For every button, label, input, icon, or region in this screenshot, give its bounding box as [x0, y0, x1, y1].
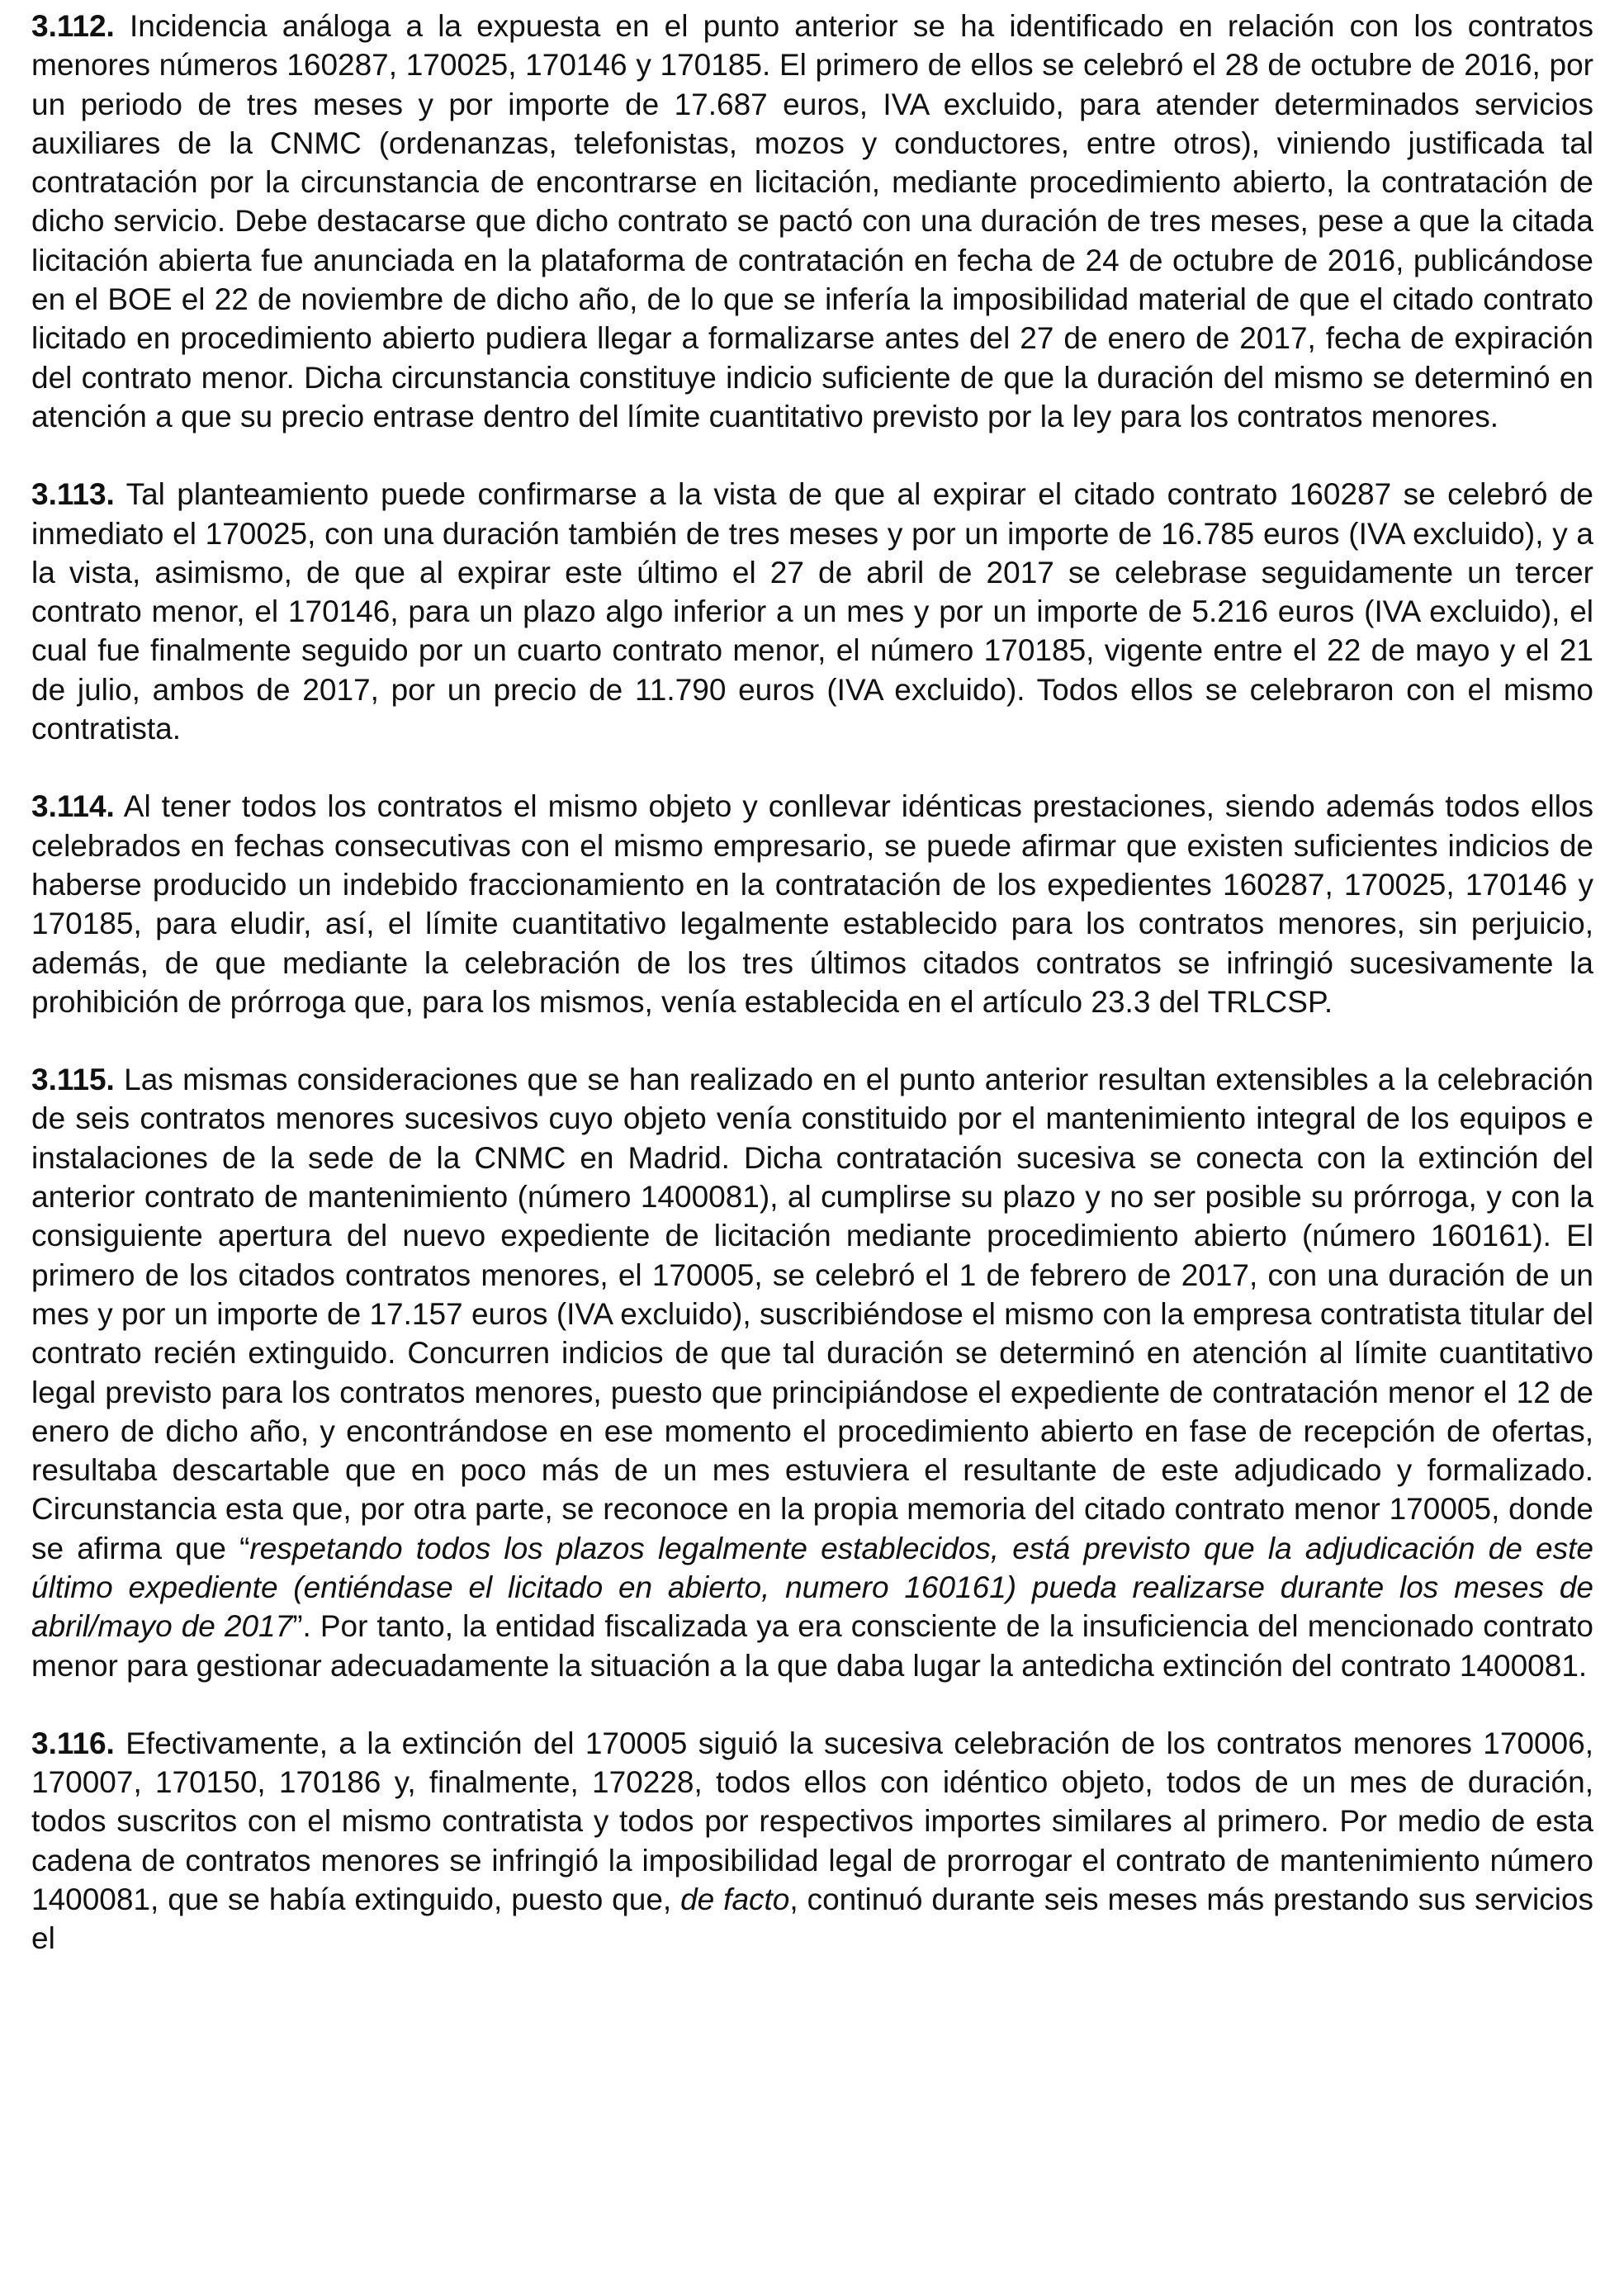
paragraph-text: Al tener todos los contratos el mismo objeto y conllevar idénticas prestaciones, siendo además todos ellos celebrados en fechas consecutivas con el mismo empresario, se puede afirmar que existen suficientes indicios de haberse producido un indebido fraccionamiento en la contratación de los expedientes 160287, 170025, 170146 y 170185, para eludir, así, el límite cuantitativo legalmente establecido para los contratos menores, sin perjuicio, además, de que mediante la celebración de los tres últimos citados contratos se infringió sucesivamente la prohibición de prórroga que, para los mismos, venía establecida en el artículo 23.3 del TRLCSP.	[31, 789, 1593, 1019]
paragraph-text: , continuó durante seis meses más prestando sus servicios el	[31, 1882, 1593, 1956]
paragraph-text: Efectivamente, a la extinción del 170005 siguió la sucesiva celebración de los contratos menores 170006, 170007, 170150, 170186 y, finalmente, 170228, todos ellos con idéntico objeto, todos de un mes de duración, todos suscritos con el mismo contratista y todos por respectivos importes similares al primero. Por medio de esta cadena de contratos menores se infringió la imposibilidad legal de prorrogar el contrato de mantenimiento número 1400081, que se había extinguido, puesto que,	[31, 1726, 1593, 1917]
paragraph-3-116	[31, 1724, 1593, 1958]
paragraph-3-114	[31, 787, 1593, 1021]
italic-quote: respetando todos los plazos legalmente establecidos, está previsto que la adjudicación de este último expediente (entiéndase el licitado en abierto, numero 160161) pueda realizarse durante los meses de abril/mayo de 2017	[31, 1531, 1593, 1644]
paragraph-3-113	[31, 475, 1593, 748]
paragraph-text: Las mismas consideraciones que se han realizado en el punto anterior resultan extensibles a la celebración de seis contratos menores sucesivos cuyo objeto venía constituido por el mantenimiento integral de los equipos e instalaciones de la sede de la CNMC en Madrid. Dicha contratación sucesiva se conecta con la extinción del anterior contrato de mantenimiento (número 1400081), al cumplirse su plazo y no ser posible su prórroga, y con la consiguiente apertura del nuevo expediente de licitación mediante procedimiento abierto (número 160161). El primero de los citados contratos menores, el 170005, se celebró el 1 de febrero de 2017, con una duración de un mes y por un importe de 17.157 euros (IVA excluido), suscribiéndose el mismo con la empresa contratista titular del contrato recién extinguido. Concurren indicios de que tal duración se determinó en atención al límite cuantitativo legal previsto para los contratos menores, puesto que principiándose el expediente de contratación menor el 12 de enero de dicho año, y encontrándose en ese momento el procedimiento abierto en fase de recepción de ofertas, resultaba descartable que en poco más de un mes estuviera el resultante de este adjudicado y formalizado. Circunstancia esta que, por otra parte, se reconoce en la propia memoria del citado contrato menor 170005, donde se afirma que “	[31, 1063, 1593, 1565]
paragraph-number: 3.116.	[31, 1726, 115, 1760]
paragraph-3-112	[31, 7, 1593, 436]
paragraph-text: ”. Por tanto, la entidad fiscalizada ya era consciente de la insuficiencia del mencionado contrato menor para gestionar adecuadamente la situación a la que daba lugar la antedicha extinción del contrato 1400081.	[31, 1609, 1593, 1683]
paragraph-number: 3.115.	[31, 1063, 115, 1097]
paragraph-3-115	[31, 1060, 1593, 1685]
paragraph-number: 3.112.	[31, 9, 115, 43]
paragraph-number: 3.113.	[31, 477, 115, 512]
paragraph-number: 3.114.	[31, 789, 115, 824]
paragraph-text: Incidencia análoga a la expuesta en el punto anterior se ha identificado en relación con los contratos menores números 160287, 170025, 170146 y 170185. El primero de ellos se celebró el 28 de octubre de 2016, por un periodo de tres meses y por importe de 17.687 euros, IVA excluido, para atender determinados servicios auxiliares de la CNMC (ordenanzas, telefonistas, mozos y conductores, entre otros), viniendo justificada tal contratación por la circunstancia de encontrarse en licitación, mediante procedimiento abierto, la contratación de dicho servicio. Debe destacarse que dicho contrato se pactó con una duración de tres meses, pese a que la citada licitación abierta fue anunciada en la plataforma de contratación en fecha de 24 de octubre de 2016, publicándose en el BOE el 22 de noviembre de dicho año, de lo que se infería la imposibilidad material de que el citado contrato licitado en procedimiento abierto pudiera llegar a formalizarse antes del 27 de enero de 2017, fecha de expiración del contrato menor. Dicha circunstancia constituye indicio suficiente de que la duración del mismo se determinó en atención a que su precio entrase dentro del límite cuantitativo previsto por la ley para los contratos menores.	[31, 9, 1593, 433]
paragraph-text: Tal planteamiento puede confirmarse a la vista de que al expirar el citado contrato 160287 se celebró de inmediato el 170025, con una duración también de tres meses y por un importe de 16.785 euros (IVA excluido), y a la vista, asimismo, de que al expirar este último el 27 de abril de 2017 se celebrase seguidamente un tercer contrato menor, el 170146, para un plazo algo inferior a un mes y por un importe de 5.216 euros (IVA excluido), el cual fue finalmente seguido por un cuarto contrato menor, el número 170185, vigente entre el 22 de mayo y el 21 de julio, ambos de 2017, por un precio de 11.790 euros (IVA excluido). Todos ellos se celebraron con el mismo contratista.	[31, 477, 1593, 746]
italic-term: de facto	[680, 1882, 790, 1917]
document-page	[31, 7, 1593, 2292]
